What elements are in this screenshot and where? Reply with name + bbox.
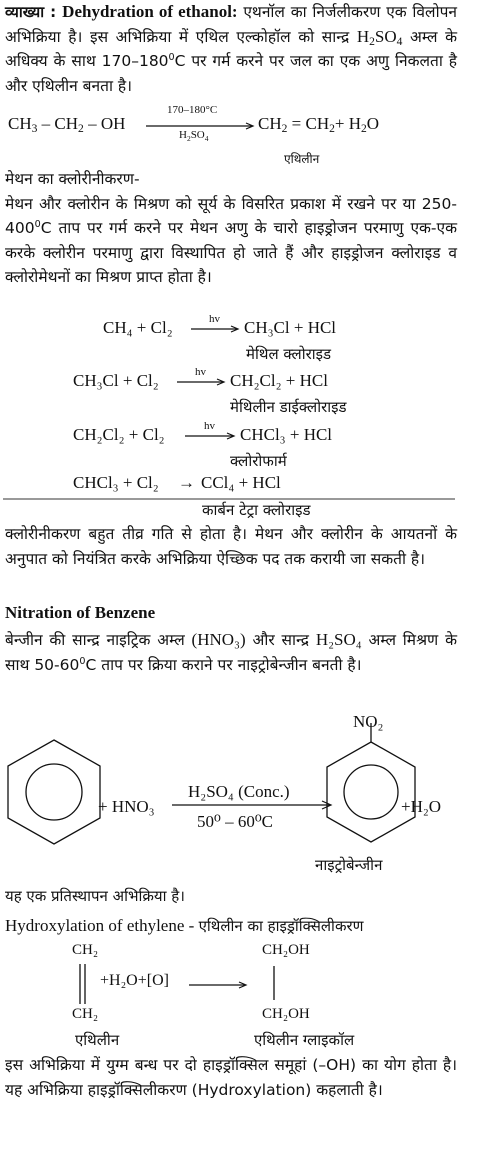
dehydration-text-1: एथनॉल का निर्जलीकरण एक विलोपन अभिक्रिया है। इस अभिक्रिया में एथिल एल्कोहॉल को सान्द्र bbox=[5, 3, 457, 46]
nitration-title: Nitration of Benzene bbox=[5, 603, 156, 622]
chloroform-label: क्लोरोफार्म bbox=[230, 452, 287, 470]
dehydration-title: Dehydration of ethanol: bbox=[62, 2, 238, 21]
condition-catalyst: $H_2SO_4$ bbox=[179, 129, 209, 143]
hv-label: hv bbox=[209, 313, 220, 325]
reaction-1-products: CH₃Cl + HCl bbox=[244, 318, 337, 337]
dehydration-text-3: C पर गर्म करने पर जल का एक अणु निकलता है और एथिलीन बनता है। bbox=[5, 52, 457, 95]
ethylene-ch2-top: CH₂ bbox=[72, 942, 99, 958]
degree-mark: 0 bbox=[168, 52, 175, 63]
reaction-arrow bbox=[177, 380, 227, 388]
nitration-text-4: C ताप पर क्रिया कराने पर नाइट्रोबेन्जीन बनती है। bbox=[85, 655, 362, 674]
temperature-label: 50⁰ – 60⁰C bbox=[197, 812, 273, 831]
methylene-dichloride-label: मेथिलीन डाईक्लोराइड bbox=[230, 398, 347, 416]
reaction-2-reactants: CH₃Cl + Cl₂ bbox=[73, 371, 159, 390]
ethylene-name: एथिलीन bbox=[75, 1031, 120, 1049]
condition-temperature: 170–180°C bbox=[167, 104, 218, 116]
nitration-paragraph bbox=[5, 628, 457, 677]
reaction-4-reactants: CHCl₃ + Cl₂ bbox=[73, 473, 159, 492]
substitution-note: यह एक प्रतिस्थापन अभिक्रिया है। bbox=[5, 887, 185, 905]
reaction-arrow bbox=[189, 983, 249, 991]
reaction-3-reactants: CH₂Cl₂ + Cl₂ bbox=[73, 425, 165, 444]
glycol-top: CH₂OH bbox=[262, 942, 310, 958]
single-bond bbox=[272, 966, 276, 1002]
explanation-label: व्याख्या : bbox=[5, 3, 63, 21]
ethylene-label: एथिलीन bbox=[284, 152, 320, 166]
degree-mark: 0 bbox=[79, 655, 86, 667]
no2-group: NO₂ bbox=[353, 712, 384, 731]
reagent-label: +H₂O+[O] bbox=[100, 972, 169, 989]
carbon-tetrachloride-label: कार्बन टेट्रा क्लोराइड bbox=[202, 501, 311, 519]
chlorination-note: क्लोरीनीकरण बहुत तीव्र गति से होता है। मेथन और क्लोरीन के आयतनों के अनुपात को नियंत्रित करके अभिक्रिया ऐच्छिक पद तक करायी जा सकती है। bbox=[5, 525, 457, 568]
reaction-arrow bbox=[191, 327, 241, 335]
ethylene-glycol-name: एथिलीन ग्लाइकॉल bbox=[254, 1031, 355, 1049]
catalyst-label: H₂SO₄ (Conc.) bbox=[188, 782, 290, 801]
ethylene-formula: $CH_2 = CH_2+ H_2O$ bbox=[258, 114, 380, 135]
degree-mark: 0 bbox=[34, 219, 41, 230]
hydroxylation-title: Hydroxylation of ethylene - bbox=[5, 916, 199, 935]
h2so4-formula: $H_2SO_4$ bbox=[356, 26, 403, 48]
dehydration-text-2: अम्ल के अधिक्य के साथ 170–180 bbox=[5, 27, 457, 70]
ethylene-ch2-bottom: CH₂ bbox=[72, 1006, 99, 1022]
reaction-arrow bbox=[185, 434, 237, 442]
chlorination-paragraph bbox=[5, 167, 457, 290]
water-product: +H₂O bbox=[401, 797, 442, 816]
dehydration-paragraph bbox=[5, 0, 457, 98]
nitrobenzene-label: नाइट्रोबेन्जीन bbox=[315, 856, 383, 874]
methyl-chloride-label: मेथिल क्लोराइड bbox=[246, 345, 332, 363]
reaction-4-arrow: → bbox=[178, 473, 195, 492]
nitration-text-1: बेन्जीन की सान्द्र नाइट्रिक अम्ल bbox=[5, 631, 192, 649]
glycol-bottom: CH₂OH bbox=[262, 1006, 310, 1022]
reaction-2-products: CH₂Cl₂ + HCl bbox=[230, 371, 328, 390]
chlorination-text-1: मेथन और क्लोरीन के मिश्रण को सूर्य के विसरित प्रकाश में रखने पर या 250-400 bbox=[5, 194, 457, 237]
nitric-acid: + HNO₃ bbox=[98, 797, 155, 816]
ethanol-formula: $CH_3 - CH_2$ – OH bbox=[8, 114, 126, 135]
h2so4-formula: H₂SO₄ bbox=[315, 630, 362, 649]
hno3-formula: (HNO₃) bbox=[191, 630, 246, 649]
hv-label: hv bbox=[195, 366, 206, 378]
hydroxylation-title-hindi: एथिलीन का हाइड्रॉक्सिलीकरण bbox=[198, 917, 364, 935]
reaction-4-products: CCl₄ + HCl bbox=[201, 473, 281, 492]
benzene-ring bbox=[8, 740, 100, 844]
chlorination-text-2: C ताप पर गर्म करने पर मेथन अणु के चारो हाइड्रोजन परमाणु एक-एक करके क्लोरीन परमाणु द्वारा विस्थापित हो जाते हैं और हाइड्रोजन क्लोराइड व क्लोरोमेथनों का मिश्रण प्राप्त होता है। bbox=[5, 219, 457, 286]
reaction-3-products: CHCl₃ + HCl bbox=[240, 425, 333, 444]
hv-label: hv bbox=[204, 420, 215, 432]
nitration-text-2: और सान्द्र bbox=[245, 631, 316, 649]
chlorination-title: मेथन का क्लोरीनीकरण- bbox=[5, 170, 140, 188]
reaction-1-reactants: CH₄ + Cl₂ bbox=[103, 318, 173, 337]
hydroxylation-paragraph: इस अभिक्रिया में युग्म बन्ध पर दो हाइड्रॉक्सिल समूहां (–OH) का योग होता है। यह अभिक्रिया हाइड्रॉक्सिलीकरण (Hydroxylation) कहलाती है। bbox=[5, 1056, 457, 1099]
hydroxylation-heading bbox=[5, 916, 363, 936]
nitration-text-3: अम्ल मिश्रण के साथ 50-60 bbox=[5, 631, 457, 674]
nitrobenzene-ring bbox=[327, 723, 415, 842]
double-bond bbox=[78, 964, 88, 1006]
